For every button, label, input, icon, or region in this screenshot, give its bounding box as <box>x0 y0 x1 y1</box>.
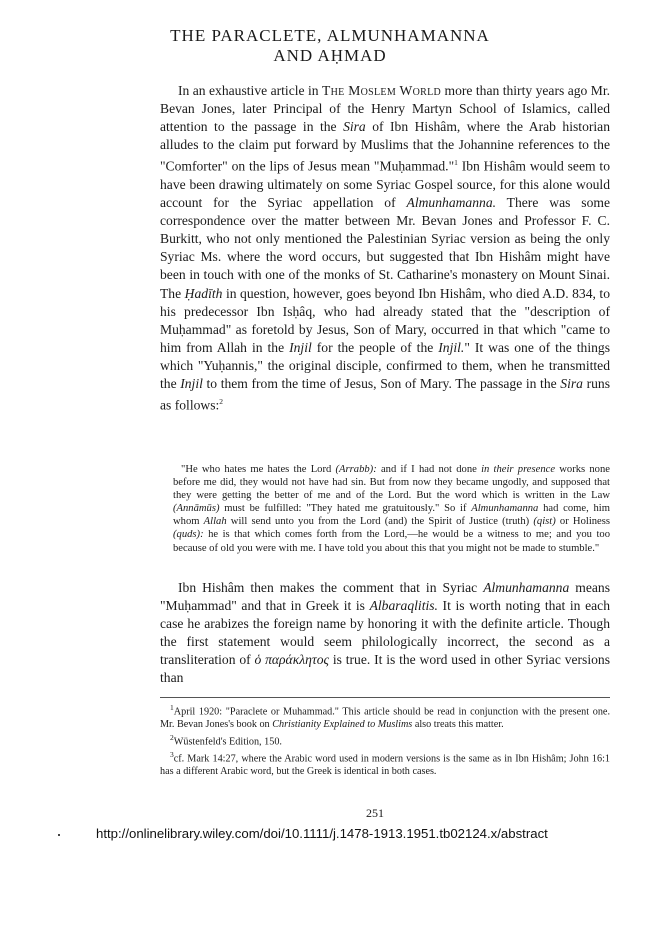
paragraph-1: In an exhaustive article in The Moslem World more than thirty years ago Mr. Bevan Jones, later Principal of the Henry Martyn School of Islamics, called attention to the passage in the Sira of Ibn Hishâm, where the Arab historian alludes to the claim put forward by Muslims that the Johannine references to the "Comforter" on the lips of Jesus mean "Muḥammad."$^1$ Ibn Hishâm would seem to have been drawing ultimately on some Syriac Gospel source, for this alone would account for the Syriac appellation of Almunhamanna. There was some correspondence over the matter between Mr. Bevan Jones and Professor F. C. Burkitt, who not only mentioned the Palestinian Syriac version as being the only Syriac Ms. where the word occurs, but suggested that Ibn Hishâm might have been in touch with one of the monks of St. Catharine's monastery on Mount Sinai. The Ḥadīth in question, however, goes beyond Ibn Hishâm, who died A.D. 834, to his predecessor Ibn Isḥâq, who had already stated that the "description of Muḥammad" as foretold by Jesus, Son of Mary, occurred in that which "came to him from Allah in the Injil for the people of the Injil." It was one of the things which "Yuḥannis," the original disciple, confirmed to them, when he transmitted the Injil to them from the time of Jesus, Son of Mary. The passage in the Sira runs as follows:$^2$ <box>160 83 611 413</box>
greek-term: ὁ παράκλητος <box>254 652 330 668</box>
footnote-3: $^3$cf. Mark 14:27, where the Arabic word used in modern versions is the same as in Ibn Hishâm; John 16:1 has a different Arabic word, but the Greek is identical in both cases. <box>160 749 610 777</box>
footnotes <box>160 702 610 778</box>
page-number: 251 <box>366 806 384 820</box>
journal-name: The Moslem World <box>321 83 442 98</box>
footnote-2: $^2$Wüstenfeld's Edition, 150. <box>170 732 282 747</box>
footnote-ref-2: 2 <box>219 397 224 407</box>
second-paragraph: Ibn Hishâm then makes the comment that in Syriac Almunhamanna means "Muḥammad" and that in Greek it is Albaraqlitis. It is worth noting that in each case he arabizes the foreign name by honoring it with the definite article. Though the first statement would seem philologically incorrect, the second as a transliteration of ὁ παράκλητος is true. It is the word used in other Syriac versions than <box>160 580 611 686</box>
article-title-line-1: THE PARACLETE, ALMUNHAMANNA <box>170 26 490 45</box>
footnote-divider <box>160 697 610 698</box>
source-url: http://onlinelibrary.wiley.com/doi/10.1111/j.1478-1913.1951.tb02124.x/abstract <box>96 826 548 841</box>
footnote-ref-1: 1 <box>454 158 458 168</box>
main-paragraph <box>160 82 610 415</box>
article-title-line-2: AND AḤMAD <box>273 46 387 65</box>
block-quote: "He who hates me hates the Lord (Arrabb): and if I had not done in their presence works none before me did, they would not have had sin. But from now they became ungodly, and supposed that they were getting the better of me and of the Lord. But the word which is written in the Law (Annāmūs) must be fulfilled: "They hated me gratuitously." So if Almunhamanna had come, him whom Allah will send unto you from the Lord (and) the Spirit of Justice (truth) (qist) or Holiness (quds): he is that which comes forth from the Lord,—he would be a witness to me; and you too because of old you were with me. I have told you about this that you might not be made to stumble." <box>173 464 611 554</box>
footnote-1: $^1$April 1920: "Paraclete or Muhammad." This article should be read in conjunction with the present one. Mr. Bevan Jones's book on Christianity Explained to Muslims also treats this matter. <box>160 703 610 730</box>
scan-artifact-dot <box>58 834 60 836</box>
